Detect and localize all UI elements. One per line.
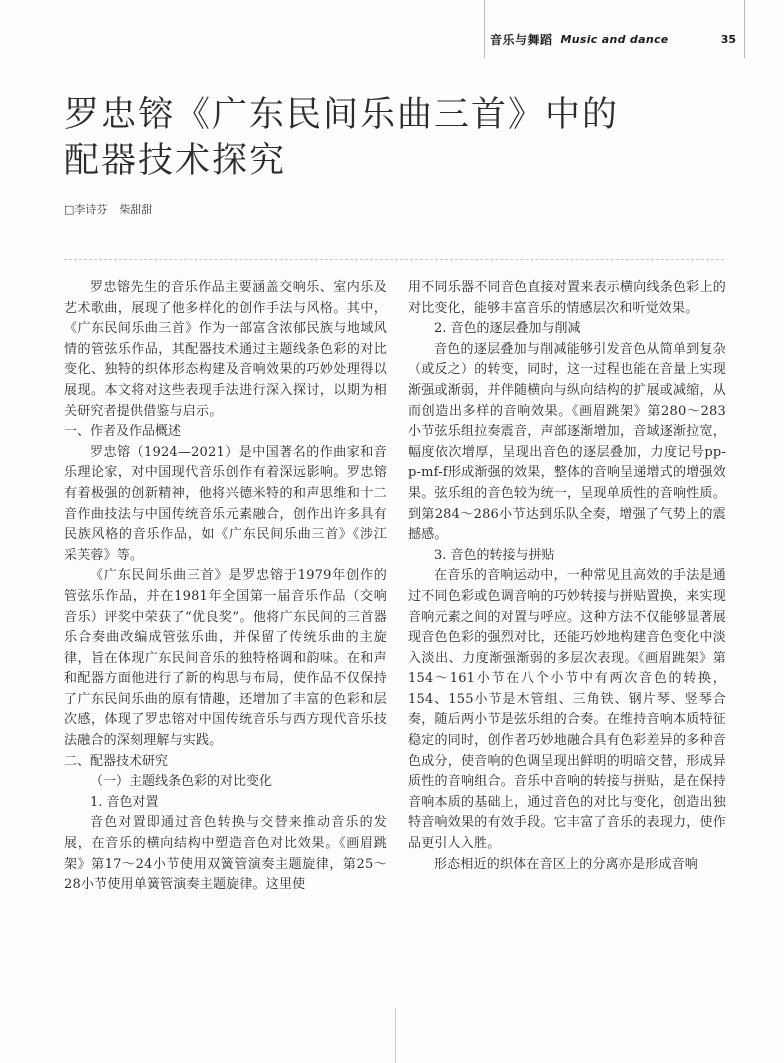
body-paragraph: 罗忠镕（1924—2021）是中国著名的作曲家和音乐理论家，对中国现代音乐创作有着深远影响。罗忠镕有着极强的创新精神，他将兴德米特的和声思维和十二音作曲技法与中国传统音乐元素融合，创作出许多具有民族风格的音乐作品，如《广东民间乐曲三首》《涉江采芙蓉》等。: [64, 444, 387, 563]
body-paragraph: 形态相近的织体在音区上的分离亦是形成音响: [434, 856, 699, 872]
section-heading: 一、作者及作品概述: [64, 424, 182, 440]
body-paragraph-continued: 用不同乐器不同音色直接对置来表示横向线条色彩上的对比变化，能够丰富音乐的情感层次和听觉效果。: [408, 280, 726, 316]
section-title-en: Music and dance: [560, 32, 669, 46]
left-column: [64, 278, 387, 896]
bottom-column-rule: [395, 1008, 396, 1063]
title-divider: [64, 259, 724, 260]
author-mark: □李诗芬: [64, 203, 108, 216]
header-rule-right: [744, 0, 745, 58]
body-paragraph: 音色对置即通过音色转换与交替来推动音乐的发展，在音乐的横向结构中塑造音色对比效果。《画眉跳架》第17～24小节使用双簧管演奏主题旋律，第25～28小节使用单簧管演奏主题旋律。这里使: [64, 815, 387, 893]
section-heading: 1. 音色对置: [90, 794, 159, 810]
section-title-cn: 音乐与舞蹈: [490, 32, 553, 47]
body-paragraph: 《广东民间乐曲三首》是罗忠镕于1979年创作的管弦乐作品，并在1981年全国第一届音乐作品（交响音乐）评奖中荣获了“优良奖”。他将广东民间的三首器乐合奏曲改编成管弦乐曲，并保留了传统乐曲的主旋律，旨在体现广东民间音乐的独特格调和韵味。在和声和配器方面他进行了新的构思与布局，使作品不仅保持了广东民间乐曲的原有情趣，还增加了丰富的色彩和层次感，体现了罗忠镕对中国传统音乐与西方现代音乐技法融合的深刻理解与实践。: [64, 568, 387, 749]
body-paragraph: 罗忠镕先生的音乐作品主要涵盖交响乐、室内乐及艺术歌曲，展现了他多样化的创作手法与风格。其中，《广东民间乐曲三首》作为一部富含浓郁民族与地域风情的管弦乐作品，其配器技术通过主题线条色彩的对比变化、独特的织体形态构建及音响效果的巧妙处理得以展现。本文将对这些表现手法进行深入探讨，以期为相关研究者提供借鉴与启示。: [64, 280, 387, 419]
author-1: 李诗芬: [74, 203, 108, 216]
section-heading: 二、配器技术研究: [64, 753, 169, 769]
body-paragraph: 音色的逐层叠加与削减能够引发音色从简单到复杂（或反之）的转变，同时，这一过程也能在音量上实现渐强或渐弱，并伴随横向与纵向结构的扩展或减缩，从而创造出多样的音响效果。《画眉跳架》第280～283小节弦乐组拉奏震音，声部逐渐增加，音域逐渐拉宽，幅度依次增厚，呈现出音色的逐层叠加，力度记号pp-p-mf-f形成渐强的效果，整体的音响呈递增式的增强效果。弦乐组的音色较为统一，呈现单质性的音响性质。到第284～286小节达到乐队全奏，增强了气势上的震撼感。: [408, 341, 726, 543]
article-title-line-1: 罗忠镕《广东民间乐曲三首》中的: [64, 95, 620, 135]
author-2: 柴甜甜: [119, 203, 153, 216]
page-number: 35: [720, 32, 736, 46]
section-heading: 2. 音色的逐层叠加与削减: [434, 321, 581, 337]
article-title: [64, 92, 704, 184]
header-rule-left: [484, 0, 485, 58]
running-head: [490, 29, 736, 49]
author-line: [64, 201, 152, 217]
article-title-line-2: 配器技术探究: [64, 141, 287, 181]
right-column: [408, 278, 726, 875]
section-heading: （一）主题线条色彩的对比变化: [90, 774, 273, 790]
body-paragraph: 在音乐的音响运动中，一种常见且高效的手法是通过不同色彩或色调音响的巧妙转接与拼贴置换，来实现音响元素之间的对置与呼应。这种方法不仅能够显著展现音色色彩的强烈对比，还能巧妙地构建音色变化中淡入淡出、力度渐强渐弱的多层次表现。《画眉跳架》第154～161小节在八个小节中有两次音色的转换，154、155小节是木管组、三角铁、钢片琴、竖琴合奏，随后两小节是弦乐组的合奏。在维持音响本质特征稳定的同时，创作者巧妙地融合具有色彩差异的多种音色成分，使音响的色调呈现出鲜明的明暗交替，形成异质性的音响组合。音乐中音响的转接与拼贴，是在保持音响本质的基础上，通过音色的对比与变化，创造出独特音响效果的有效手段。它丰富了音乐的表现力，使作品更引人入胜。: [408, 568, 726, 852]
section-heading: 3. 音色的转接与拼贴: [434, 547, 555, 563]
